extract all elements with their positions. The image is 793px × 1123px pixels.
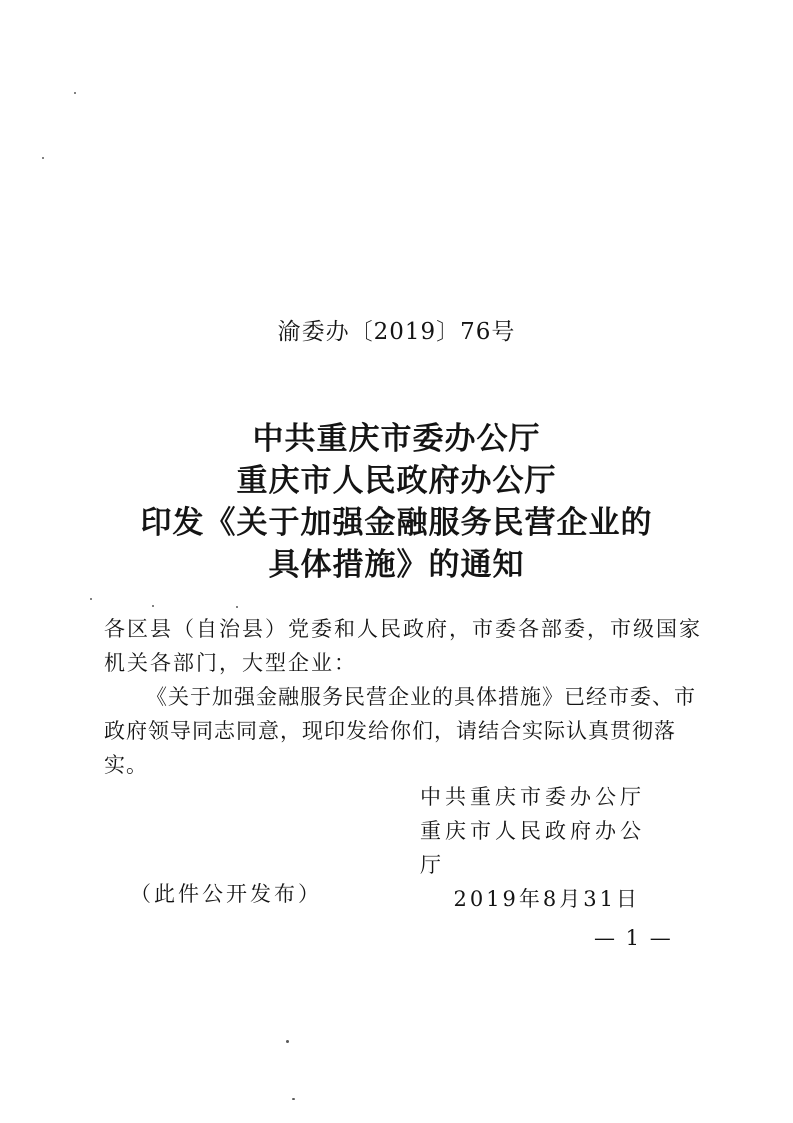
scan-speck	[74, 92, 76, 94]
scan-speck	[286, 1040, 289, 1043]
document-title	[0, 418, 793, 586]
scan-speck	[292, 1098, 295, 1100]
scan-speck	[42, 157, 44, 159]
signature-block	[420, 780, 660, 916]
scan-speck	[152, 605, 154, 607]
page-number: — 1 —	[594, 926, 673, 950]
signature-org-1: 中共重庆市委办公厅	[420, 785, 645, 809]
scan-speck	[236, 606, 238, 608]
title-line-2: 重庆市人民政府办公厅	[236, 463, 557, 499]
title-line-1: 中共重庆市委办公厅	[252, 421, 541, 457]
signature-date: 2019年8月31日	[453, 887, 640, 911]
release-note: （此件公开发布）	[130, 882, 322, 906]
title-line-3: 印发《关于加强金融服务民营企业的	[140, 505, 653, 541]
signature-org-2: 重庆市人民政府办公厅	[420, 819, 645, 877]
document-number: 渝委办〔2019〕76号	[277, 319, 516, 345]
title-line-4: 具体措施》的通知	[268, 547, 525, 583]
body-paragraph: 《关于加强金融服务民营企业的具体措施》已经市委、市政府领导同志同意，现印发给你们，请结合实际认真贯彻落实。	[104, 685, 696, 777]
scan-speck	[90, 598, 92, 600]
salutation: 各区县（自治县）党委和人民政府，市委各部委，市级国家机关各部门，大型企业：	[104, 617, 702, 675]
